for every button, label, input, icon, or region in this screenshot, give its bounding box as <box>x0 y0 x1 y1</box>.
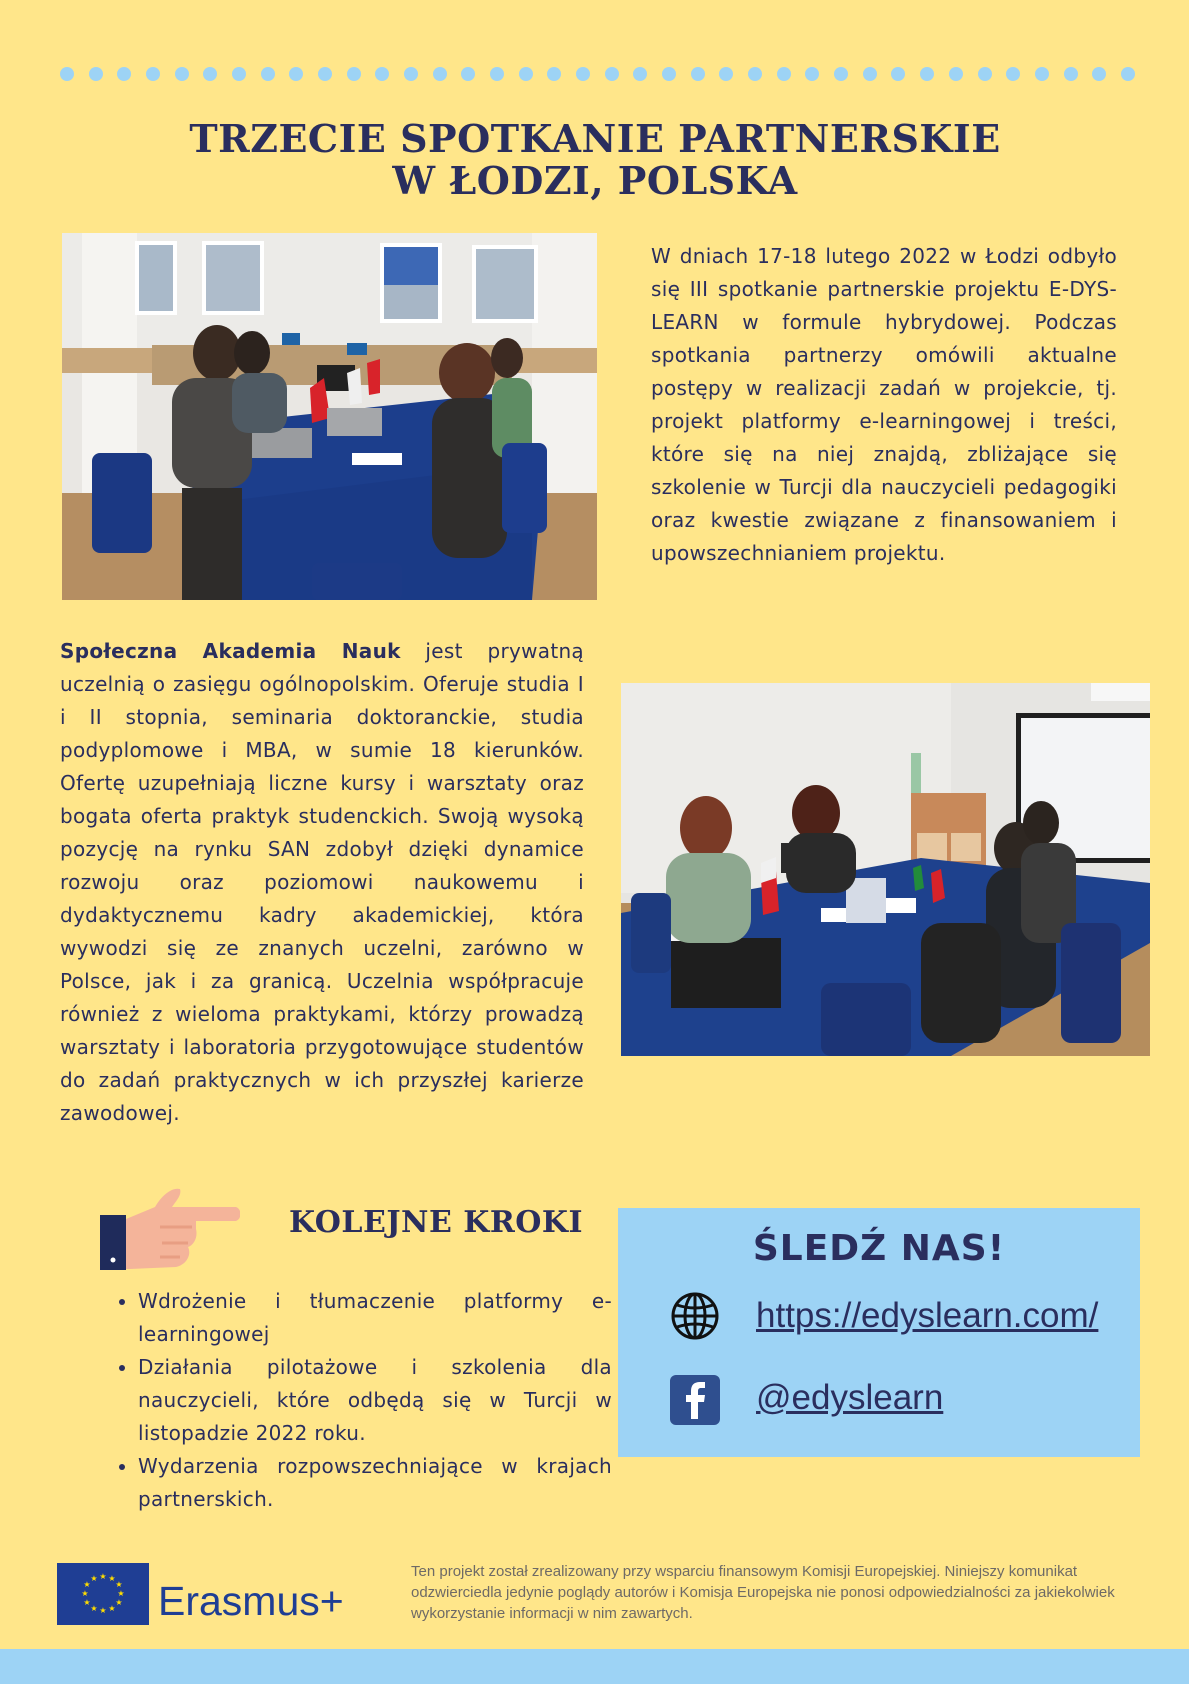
pointing-hand-icon <box>100 1185 240 1275</box>
svg-text:★: ★ <box>81 1589 89 1598</box>
about-institution-name: Społeczna Akademia Nauk <box>60 639 401 663</box>
meeting-photo-2 <box>621 683 1150 1056</box>
list-item: • Działania pilotażowe i szkolenia dla nauczycieli, które odbędą się w Turcji w listopadzie 2022 roku. <box>138 1351 612 1450</box>
globe-icon <box>670 1291 720 1341</box>
erasmus-logo: Erasmus+ <box>158 1578 344 1624</box>
svg-text:★: ★ <box>115 1598 123 1607</box>
bottom-bar <box>0 1649 1189 1684</box>
about-paragraph <box>60 635 584 1130</box>
list-item: • Wdrożenie i tłumaczenie platformy e-learningowej <box>138 1285 612 1351</box>
next-steps-title: KOLEJNE KROKI <box>289 1205 584 1240</box>
page-title <box>0 118 1189 202</box>
follow-us-box <box>618 1208 1140 1457</box>
svg-text:★: ★ <box>99 1606 107 1615</box>
eu-flag-icon <box>57 1563 149 1625</box>
svg-text:★: ★ <box>108 1574 116 1583</box>
disclaimer-text: Ten projekt został zrealizowany przy wsparciu finansowym Komisji Europejskiej. Niniejszy komunikat odzwierciedla jedynie poglądy autorów i Komisja Europejska nie ponosi odpowiedzialności za jakiekolwiek wykorzystanie informacji w nim zawartych. <box>411 1563 1115 1622</box>
svg-text:★: ★ <box>108 1604 116 1613</box>
svg-text:★: ★ <box>99 1572 107 1581</box>
svg-text:★: ★ <box>90 1604 98 1613</box>
svg-text:★: ★ <box>83 1598 91 1607</box>
intro-paragraph: W dniach 17-18 lutego 2022 w Łodzi odbyło się III spotkanie partnerskie projektu E-DYS-LEARN w formule hybrydowej. Podczas spotkania partnerzy omówili aktualne postępy w realizacji zadań w projekcie, tj. projekt platformy e-learningowej i treści, które się na niej znajdą, zbliżające się szkolenie w Turcji dla nauczycieli pedagogiki oraz kwestie związane z finansowaniem i upowszechnianiem projektu. <box>651 244 1117 565</box>
page-title-line-1: TRZECIE SPOTKANIE PARTNERSKIE <box>189 116 1001 161</box>
website-link[interactable]: https://edyslearn.com/ <box>756 1296 1099 1335</box>
list-item: • Wydarzenia rozpowszechniające w krajach partnerskich. <box>138 1450 612 1516</box>
follow-us-title: ŚLEDŹ NAS! <box>752 1228 1006 1269</box>
page-title-line-2: W ŁODZI, POLSKA <box>392 158 798 203</box>
meeting-photo-1 <box>62 233 597 600</box>
decorative-dot-row <box>60 67 1135 81</box>
svg-text:★: ★ <box>83 1580 91 1589</box>
svg-text:★: ★ <box>90 1574 98 1583</box>
facebook-icon <box>670 1375 720 1425</box>
svg-text:★: ★ <box>117 1589 125 1598</box>
svg-text:★: ★ <box>115 1580 123 1589</box>
facebook-link[interactable]: @edyslearn <box>756 1378 944 1417</box>
about-text: jest prywatną uczelnią o zasięgu ogólnopolskim. Oferuje studia I i II stopnia, seminaria doktoranckie, studia podyplomowe i MBA, w sumie 18 kierunków. Ofertę uzupełniają liczne kursy i warsztaty oraz bogata oferta praktyk studenckich. Swoją wysoką pozycję na rynku SAN zdobył dzięki dynamice rozwoju oraz poziomowi naukowemu i dydaktycznemu kadry akademickiej, która wywodzi się ze znanych uczelni, zarówno w Polsce, jak i za granicą. Uczelnia współpracuje również z wieloma praktykami, którzy prowadzą warsztaty i laboratoria przygotowujące studentów do zadań praktycznych w ich przyszłej karierze zawodowej. <box>60 639 584 1125</box>
next-steps-list <box>110 1285 612 1516</box>
